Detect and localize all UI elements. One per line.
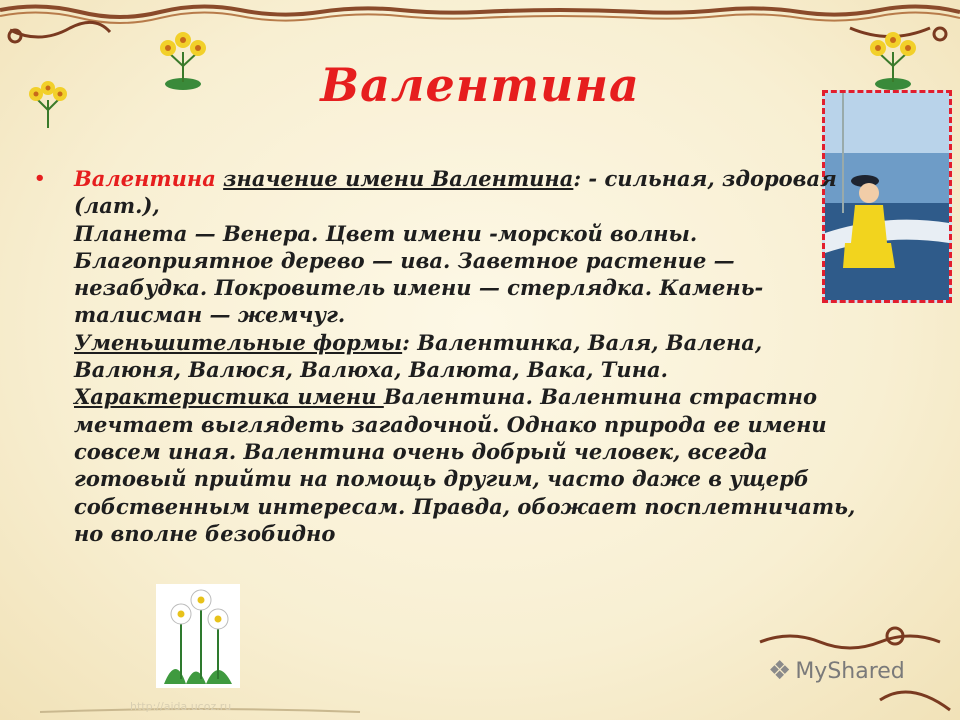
diminutives-link[interactable]: Уменьшительные формы bbox=[74, 329, 403, 355]
watermark-url: http://aida.ucoz.ru bbox=[130, 700, 232, 713]
characteristic-link[interactable]: Характеристика имени bbox=[74, 384, 384, 410]
diminutives-value: : Валентинка, Валя, Валена, Валюня, Валюся, Валюха, Валюта, Вака, Тина. bbox=[74, 329, 763, 383]
myshared-logo[interactable] bbox=[768, 656, 905, 686]
ornament-top bbox=[0, 0, 960, 60]
body-text-block bbox=[34, 165, 870, 547]
name-highlight: Валентина bbox=[74, 166, 216, 191]
bullet-icon: • bbox=[34, 168, 46, 189]
meaning-value: : - сильная, здоровая (лат.), bbox=[74, 166, 837, 219]
characteristic-value: Валентина. Валентина страстно мечтает выглядеть загадочной. Однако природа ее имени совсем иная. Валентина очень добрый человек, всегда готовый прийти на помощь другим, часто даже в ущерб собственным интересам. Правда, обожает посплетничать, но вполне безобидно bbox=[74, 384, 856, 546]
meaning-link[interactable]: значение имени Валентина bbox=[223, 166, 574, 191]
myshared-logo-icon: ❖ bbox=[768, 656, 792, 686]
paragraph bbox=[74, 165, 870, 547]
slide-title: Валентина bbox=[320, 58, 640, 112]
attributes-text: Планета — Венера. Цвет имени -морской волны. Благоприятное дерево — ива. Заветное растение — незабудка. Покровитель имени — стерлядка. Камень-талисман — жемчуг. bbox=[74, 220, 764, 328]
logo-text: MyShared bbox=[795, 658, 905, 684]
